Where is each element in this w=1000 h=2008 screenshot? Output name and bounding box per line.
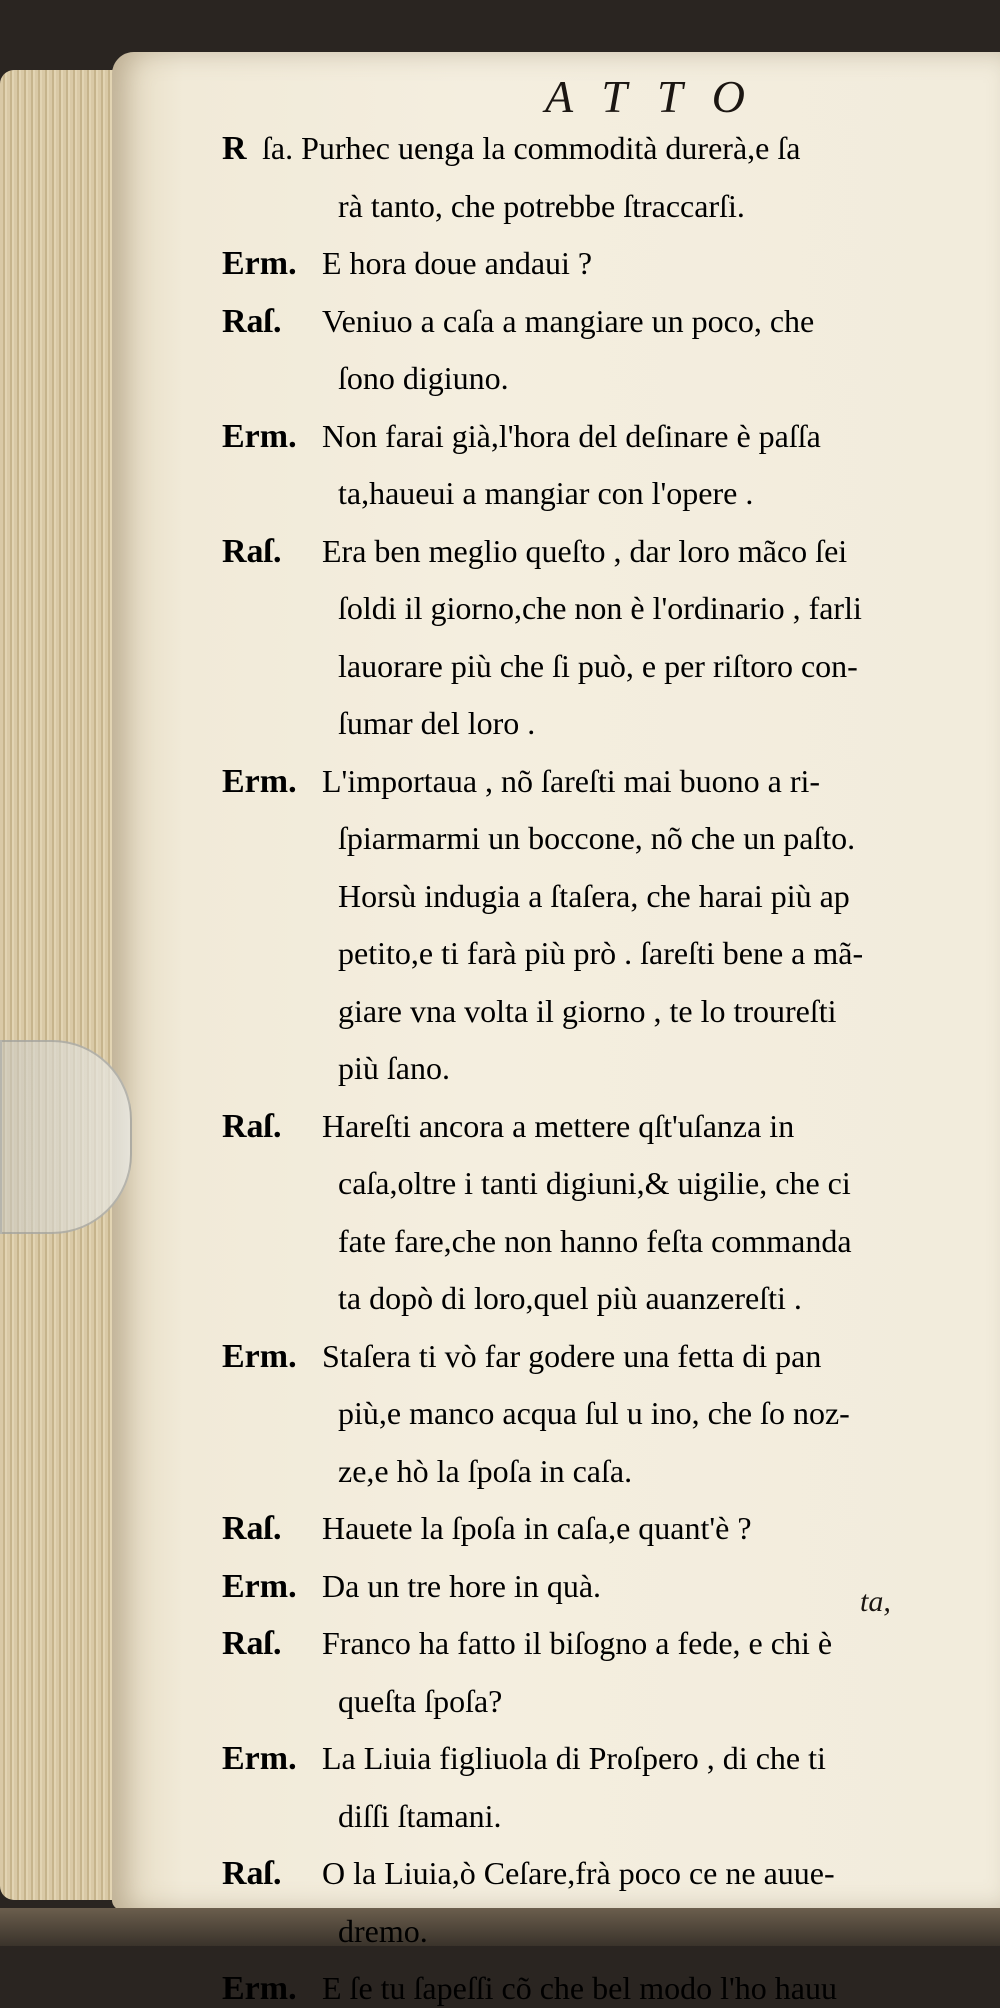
speaker-label: Raſ. [222, 1625, 282, 1662]
speaker-label: R [222, 130, 247, 167]
dialogue-line: diſſi ſtamani. [338, 1797, 502, 1834]
dialogue-line: ta dopò di loro,quel più auanzereſti . [338, 1280, 802, 1316]
dialogue-line: Era ben meglio queſto , dar loro mãco ſei [322, 532, 848, 569]
dialogue-line: ta,haueui a mangiar con l'opere . [338, 475, 754, 511]
speaker-label: Raſ. [222, 1510, 282, 1547]
dialogue-line: più,e manco acqua ſul u ino, che ſo noz- [338, 1395, 850, 1431]
dialogue-line: Staſera ti vò far godere una fetta di pan [322, 1337, 822, 1374]
speaker-label: Erm. [222, 417, 297, 455]
dialogue-line: lauorare più che ſi può, e per riſtoro con- [338, 647, 858, 684]
dialogue-line: dremo. [338, 1912, 428, 1949]
dialogue-line: L'importaua , nõ ſareſti mai buono a ri- [322, 762, 821, 799]
page-clip [0, 1040, 132, 1234]
dialogue-line: ſono digiuno. [338, 360, 509, 396]
dialogue-line: ſoldi il giorno,che non è l'ordinario , farli [338, 590, 862, 626]
page-edges [0, 70, 130, 1900]
dialogue-line: ze,e hò la ſpoſa in caſa. [338, 1452, 633, 1489]
dialogue-line: Horsù indugia a ſtaſera, che harai più ap [338, 877, 850, 914]
dialogue-line: giare vna volta il giorno , te lo troureſti [338, 992, 837, 1029]
speaker-label: Raſ. [222, 1855, 282, 1892]
speaker-label: Erm. [222, 1337, 297, 1375]
speaker-label: Raſ. [222, 1107, 282, 1145]
running-header: ATTO [545, 71, 775, 122]
dialogue-line: queſta ſpoſa? [338, 1682, 503, 1719]
dialogue-line: La Liuia figliuola di Proſpero , di che ti [322, 1740, 826, 1776]
dialogue-line: ſpiarmarmi un boccone, nõ che un paſto. [338, 820, 856, 856]
speaker-label: Erm. [222, 1970, 297, 2007]
dialogue-line: O la Liuia,ò Ceſare,frà poco ce ne auue- [322, 1855, 835, 1891]
speaker-label: Erm. [222, 1567, 297, 1605]
dialogue-line: caſa,oltre i tanti digiuni,& uigilie, che ci [338, 1165, 851, 1201]
dialogue-line: Hareſti ancora a mettere qſt'uſanza in [322, 1107, 795, 1144]
dialogue-line: più ſano. [338, 1050, 450, 1086]
dialogue-line: Franco ha fatto il biſogno a fede, e chi è [322, 1625, 833, 1661]
dialogue-line: E hora doue andaui ? [322, 245, 593, 281]
dialogue-line: petito,e ti farà più prò . ſareſti bene a mã- [338, 935, 864, 971]
dialogue-line: ſumar del loro . [338, 705, 536, 741]
dialogue-line: ſa. Purhec uenga la commodità durerà,e ſa [262, 130, 801, 166]
catchword: ta, [860, 1585, 891, 1618]
dialogue-line: rà tanto, che potrebbe ſtraccarſi. [338, 187, 745, 224]
dialogue-line: Da un tre hore in quà. [322, 1567, 602, 1604]
dialogue-line: fate fare,che non hanno feſta commanda [338, 1222, 852, 1259]
speaker-label: Erm. [222, 762, 297, 800]
speaker-label: Erm. [222, 1740, 297, 1777]
table-edge [0, 1908, 1000, 1946]
speaker-label: Erm. [222, 245, 297, 282]
speaker-label: Raſ. [222, 302, 282, 340]
dialogue-line: Hauete la ſpoſa in caſa,e quant'è ? [322, 1510, 752, 1546]
dialogue-line: E ſe tu ſapeſſi cõ che bel modo l'ho hauu [322, 1970, 837, 2006]
speaker-label: Raſ. [222, 532, 282, 570]
dialogue-line: Veniuo a caſa a mangiare un poco, che [322, 302, 815, 339]
dialogue-line: Non farai già,l'hora del deſinare è paſſa [322, 417, 821, 454]
